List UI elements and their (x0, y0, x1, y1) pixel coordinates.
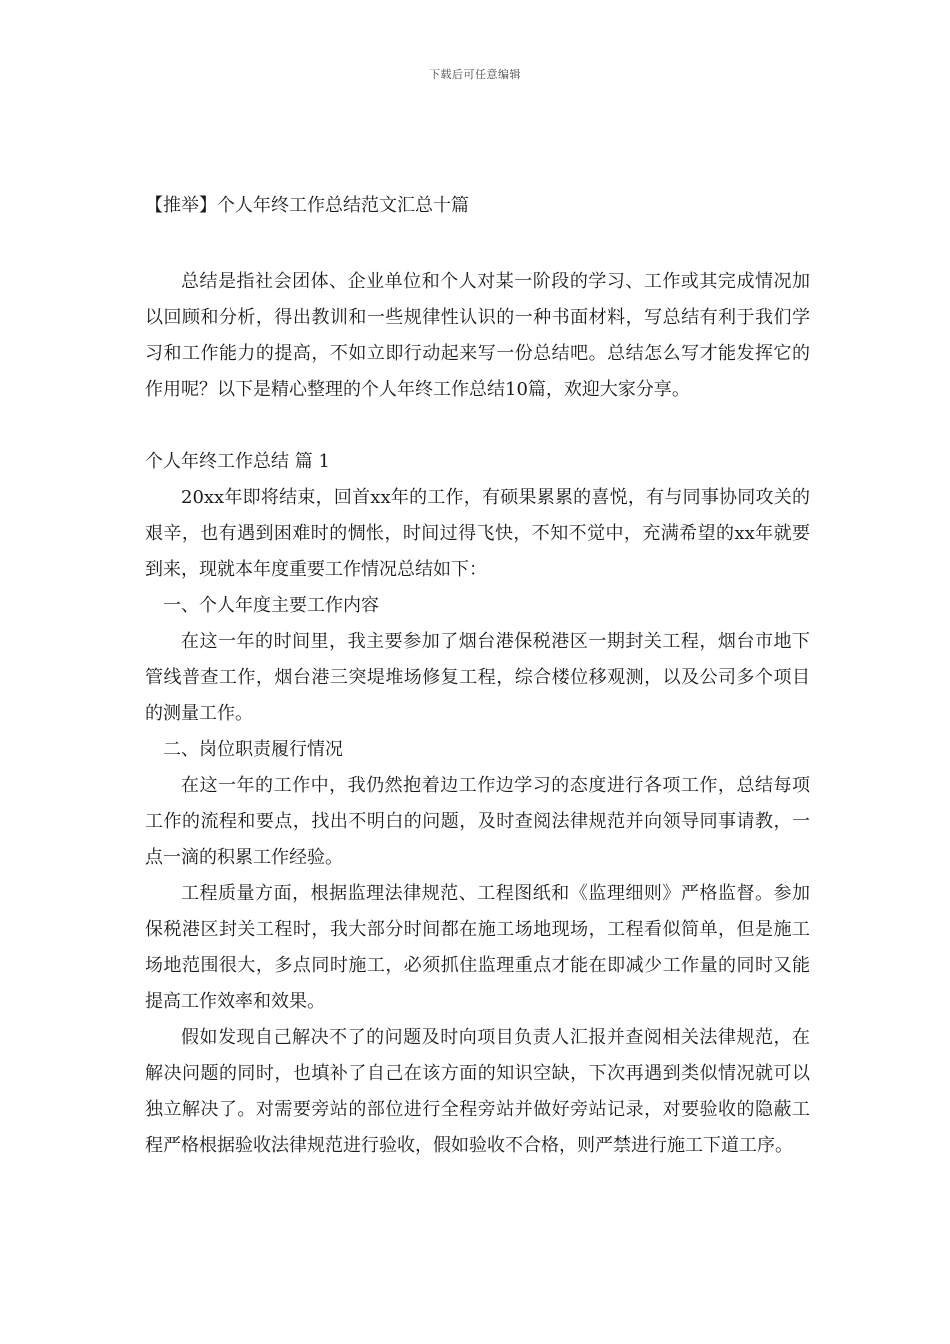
subheading-duties: 二、岗位职责履行情况 (163, 739, 343, 760)
intro-paragraph: 总结是指社会团体、企业单位和个人对某一阶段的学习、工作或其完成情况加以回顾和分析，得出教训和一些规律性认识的一种书面材料，写总结有利于我们学习和工作能力的提高，不如立即行动起来写一份总结吧。总结怎么写才能发挥它的作用呢？以下是精心整理的个人年终工作总结10篇，欢迎大家分享。 (145, 271, 810, 400)
intro-section (145, 264, 810, 408)
paragraph: 在这一年的时间里，我主要参加了烟台港保税港区一期封关工程，烟台市地下管线普查工作，烟台港三突堤堆场修复工程，综合楼位移观测，以及公司多个项目的测量工作。 (145, 631, 810, 724)
header-note: 下载后可任意编辑 (429, 68, 521, 81)
paragraph: 假如发现自己解决不了的问题及时向项目负责人汇报并查阅相关法律规范，在解决问题的同时，也填补了自己在该方面的知识空缺，下次再遇到类似情况就可以独立解决了。对需要旁站的部位进行全程旁站并做好旁站记录，对要验收的隐蔽工程严格根据验收法律规范进行验收，假如验收不合格，则严禁进行施工下道工序。 (145, 1027, 810, 1156)
document-body (145, 188, 810, 1164)
paragraph: 在这一年的工作中，我仍然抱着边工作边学习的态度进行各项工作，总结每项工作的流程和要点，找出不明白的问题，及时查阅法律规范并向领导同事请教，一点一滴的积累工作经验。 (145, 775, 810, 868)
paragraph: 工程质量方面，根据监理法律规范、工程图纸和《监理细则》严格监督。参加保税港区封关工程时，我大部分时间都在施工场地现场，工程看似简单，但是施工场地范围很大，多点同时施工，必须抓住监理重点才能在即减少工作量的同时又能提高工作效率和效果。 (145, 883, 810, 1012)
section-1 (145, 444, 810, 1164)
subheading-work-content: 一、个人年度主要工作内容 (163, 595, 379, 616)
section-1-title: 个人年终工作总结 篇 1 (145, 451, 330, 472)
document-title: 【推举】个人年终工作总结范文汇总十篇 (145, 195, 469, 216)
paragraph: 20xx年即将结束，回首xx年的工作，有硕果累累的喜悦，有与同事协同攻关的艰辛，也有遇到困难时的惆怅，时间过得飞快，不知不觉中，充满希望的xx年就要到来，现就本年度重要工作情况总结如下： (145, 487, 810, 580)
